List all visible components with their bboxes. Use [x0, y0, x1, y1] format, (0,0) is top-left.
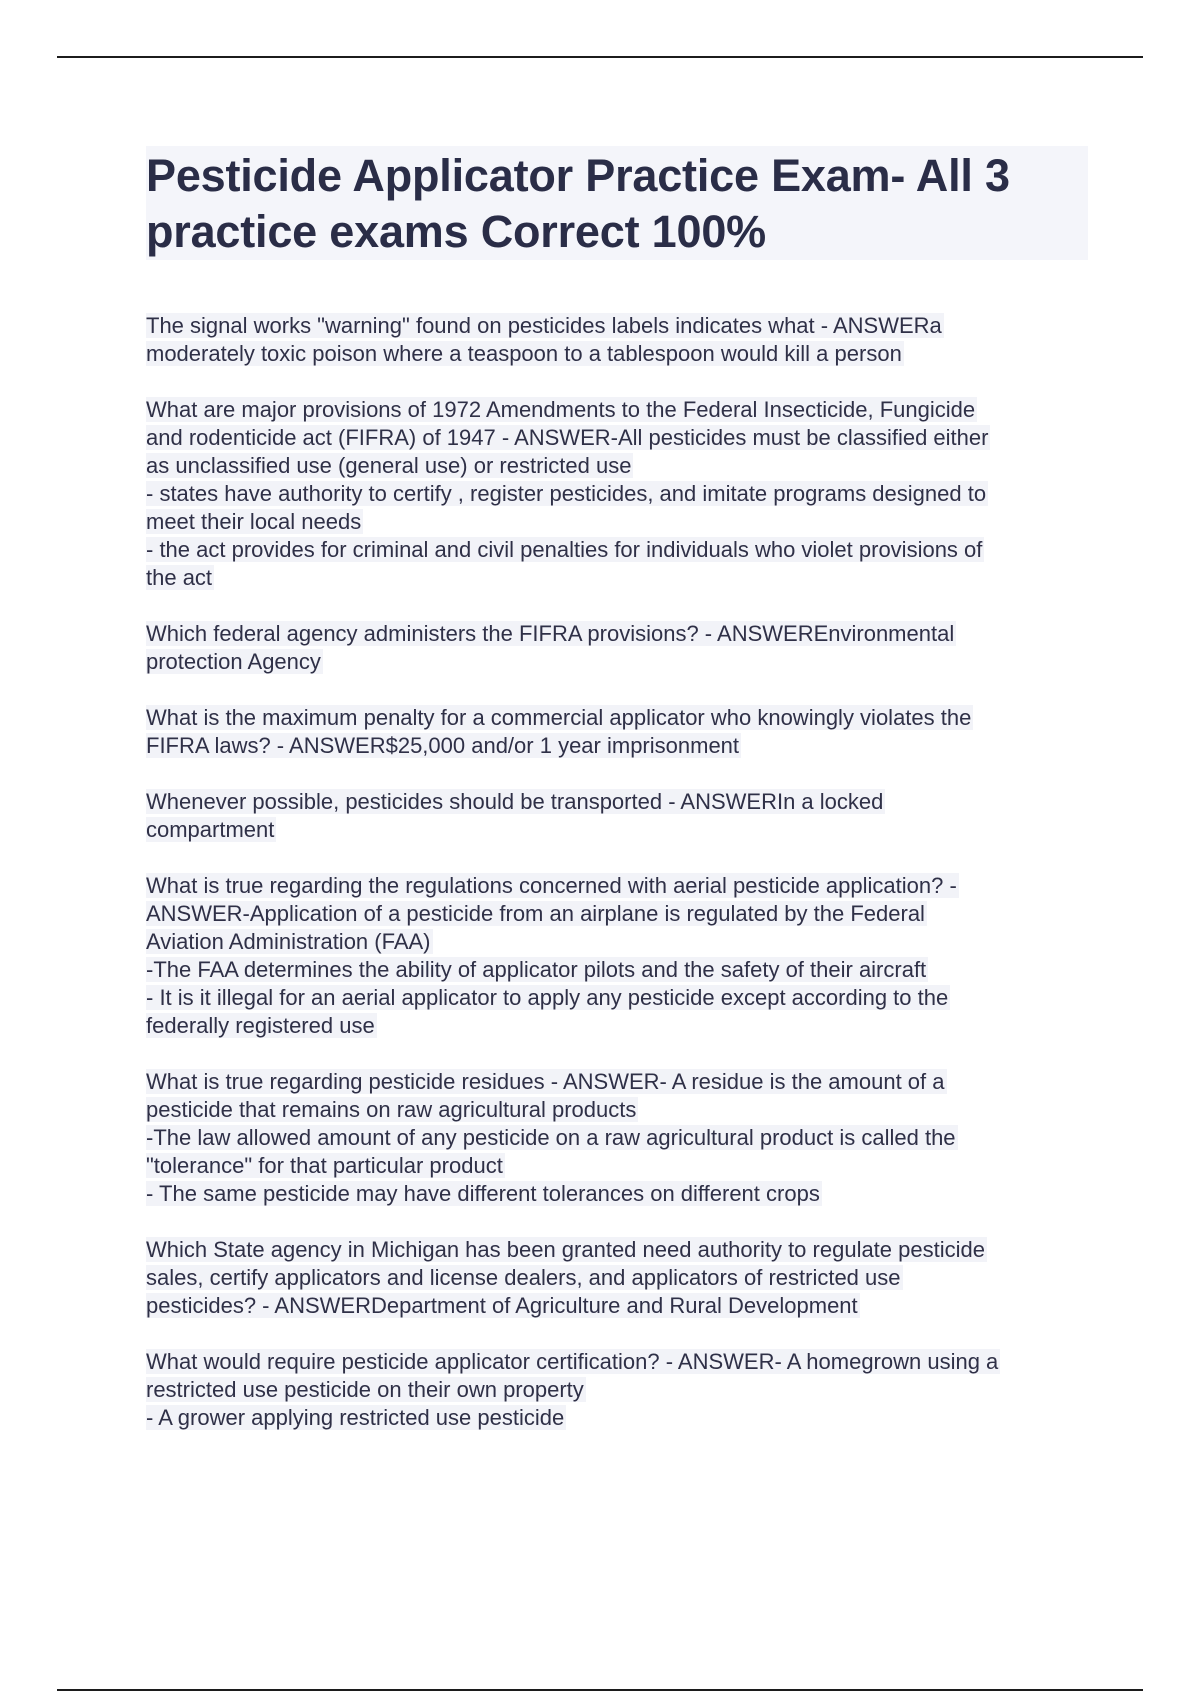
qa-line — [146, 452, 1096, 480]
qa-line-text: The signal works "warning" found on pesticides labels indicates what - ANSWERa — [146, 313, 942, 338]
qa-item — [146, 1068, 1096, 1208]
qa-line — [146, 340, 1096, 368]
qa-line-text: - the act provides for criminal and civil penalties for individuals who violet provisions of — [146, 537, 983, 562]
bottom-rule — [57, 1689, 1143, 1691]
qa-line-text: What are major provisions of 1972 Amendments to the Federal Insecticide, Fungicide — [146, 397, 976, 422]
qa-item — [146, 312, 1096, 368]
qa-line — [146, 536, 1096, 564]
qa-line-text: What would require pesticide applicator certification? - ANSWER- A homegrown using a — [146, 1349, 999, 1374]
qa-line — [146, 1012, 1096, 1040]
qa-line — [146, 396, 1096, 424]
title-line: practice exams Correct 100% — [146, 206, 766, 257]
qa-line-text: the act — [146, 565, 213, 590]
qa-line — [146, 984, 1096, 1012]
qa-line-text: pesticides? - ANSWERDepartment of Agriculture and Rural Development — [146, 1293, 858, 1318]
qa-line — [146, 1376, 1096, 1404]
qa-line-text: compartment — [146, 817, 275, 842]
qa-line-text: -The FAA determines the ability of applicator pilots and the safety of their aircraft — [146, 957, 927, 982]
qa-line — [146, 900, 1096, 928]
qa-line — [146, 928, 1096, 956]
qa-line — [146, 620, 1096, 648]
qa-item — [146, 1348, 1096, 1432]
qa-line — [146, 1068, 1096, 1096]
qa-line-text: - states have authority to certify , register pesticides, and imitate programs designed to — [146, 481, 987, 506]
qa-line-text: "tolerance" for that particular product — [146, 1153, 503, 1178]
title-line: Pesticide Applicator Practice Exam- All 3 — [146, 150, 1010, 201]
qa-line-text: protection Agency — [146, 649, 321, 674]
qa-item — [146, 704, 1096, 760]
qa-line — [146, 816, 1096, 844]
qa-line — [146, 1292, 1096, 1320]
qa-line — [146, 648, 1096, 676]
qa-item — [146, 396, 1096, 592]
qa-line — [146, 1236, 1096, 1264]
qa-line — [146, 1348, 1096, 1376]
qa-line-text: meet their local needs — [146, 509, 362, 534]
qa-line-text: ANSWER-Application of a pesticide from an airplane is regulated by the Federal — [146, 901, 925, 926]
qa-line — [146, 508, 1096, 536]
qa-line — [146, 312, 1096, 340]
title-block — [146, 146, 1088, 260]
page-title — [146, 146, 1088, 260]
qa-line-text: as unclassified use (general use) or restricted use — [146, 453, 632, 478]
qa-item — [146, 620, 1096, 676]
qa-item — [146, 1236, 1096, 1320]
qa-line-text: What is the maximum penalty for a commercial applicator who knowingly violates the — [146, 705, 972, 730]
qa-line — [146, 1180, 1096, 1208]
qa-line-text: - It is it illegal for an aerial applicator to apply any pesticide except according to the — [146, 985, 949, 1010]
qa-line-text: and rodenticide act (FIFRA) of 1947 - ANSWER-All pesticides must be classified either — [146, 425, 989, 450]
qa-line-text: moderately toxic poison where a teaspoon to a tablespoon would kill a person — [146, 341, 902, 366]
qa-line-text: -The law allowed amount of any pesticide on a raw agricultural product is called the — [146, 1125, 956, 1150]
qa-line-text: Which federal agency administers the FIFRA provisions? - ANSWEREnvironmental — [146, 621, 955, 646]
qa-line — [146, 564, 1096, 592]
qa-line — [146, 424, 1096, 452]
qa-line-text: FIFRA laws? - ANSWER$25,000 and/or 1 year imprisonment — [146, 733, 740, 758]
qa-line — [146, 480, 1096, 508]
qa-line-text: What is true regarding the regulations concerned with aerial pesticide application? - — [146, 873, 957, 898]
qa-line — [146, 1124, 1096, 1152]
qa-line-text: pesticide that remains on raw agricultural products — [146, 1097, 637, 1122]
qa-line-text: restricted use pesticide on their own property — [146, 1377, 584, 1402]
qa-item — [146, 788, 1096, 844]
qa-line — [146, 788, 1096, 816]
qa-line — [146, 1404, 1096, 1432]
qa-line — [146, 1152, 1096, 1180]
qa-line-text: - The same pesticide may have different tolerances on different crops — [146, 1181, 820, 1206]
qa-line — [146, 1264, 1096, 1292]
qa-line — [146, 872, 1096, 900]
qa-line — [146, 1096, 1096, 1124]
qa-line-text: - A grower applying restricted use pesticide — [146, 1405, 565, 1430]
qa-line-text: federally registered use — [146, 1013, 375, 1038]
top-rule — [57, 56, 1143, 58]
qa-list — [146, 312, 1096, 1460]
qa-line-text: Which State agency in Michigan has been granted need authority to regulate pesticide — [146, 1237, 985, 1262]
qa-line — [146, 732, 1096, 760]
qa-line-text: sales, certify applicators and license dealers, and applicators of restricted use — [146, 1265, 901, 1290]
qa-line-text: Whenever possible, pesticides should be transported - ANSWERIn a locked — [146, 789, 884, 814]
qa-item — [146, 872, 1096, 1040]
qa-line — [146, 704, 1096, 732]
qa-line-text: Aviation Administration (FAA) — [146, 929, 431, 954]
qa-line-text: What is true regarding pesticide residues - ANSWER- A residue is the amount of a — [146, 1069, 945, 1094]
qa-line — [146, 956, 1096, 984]
